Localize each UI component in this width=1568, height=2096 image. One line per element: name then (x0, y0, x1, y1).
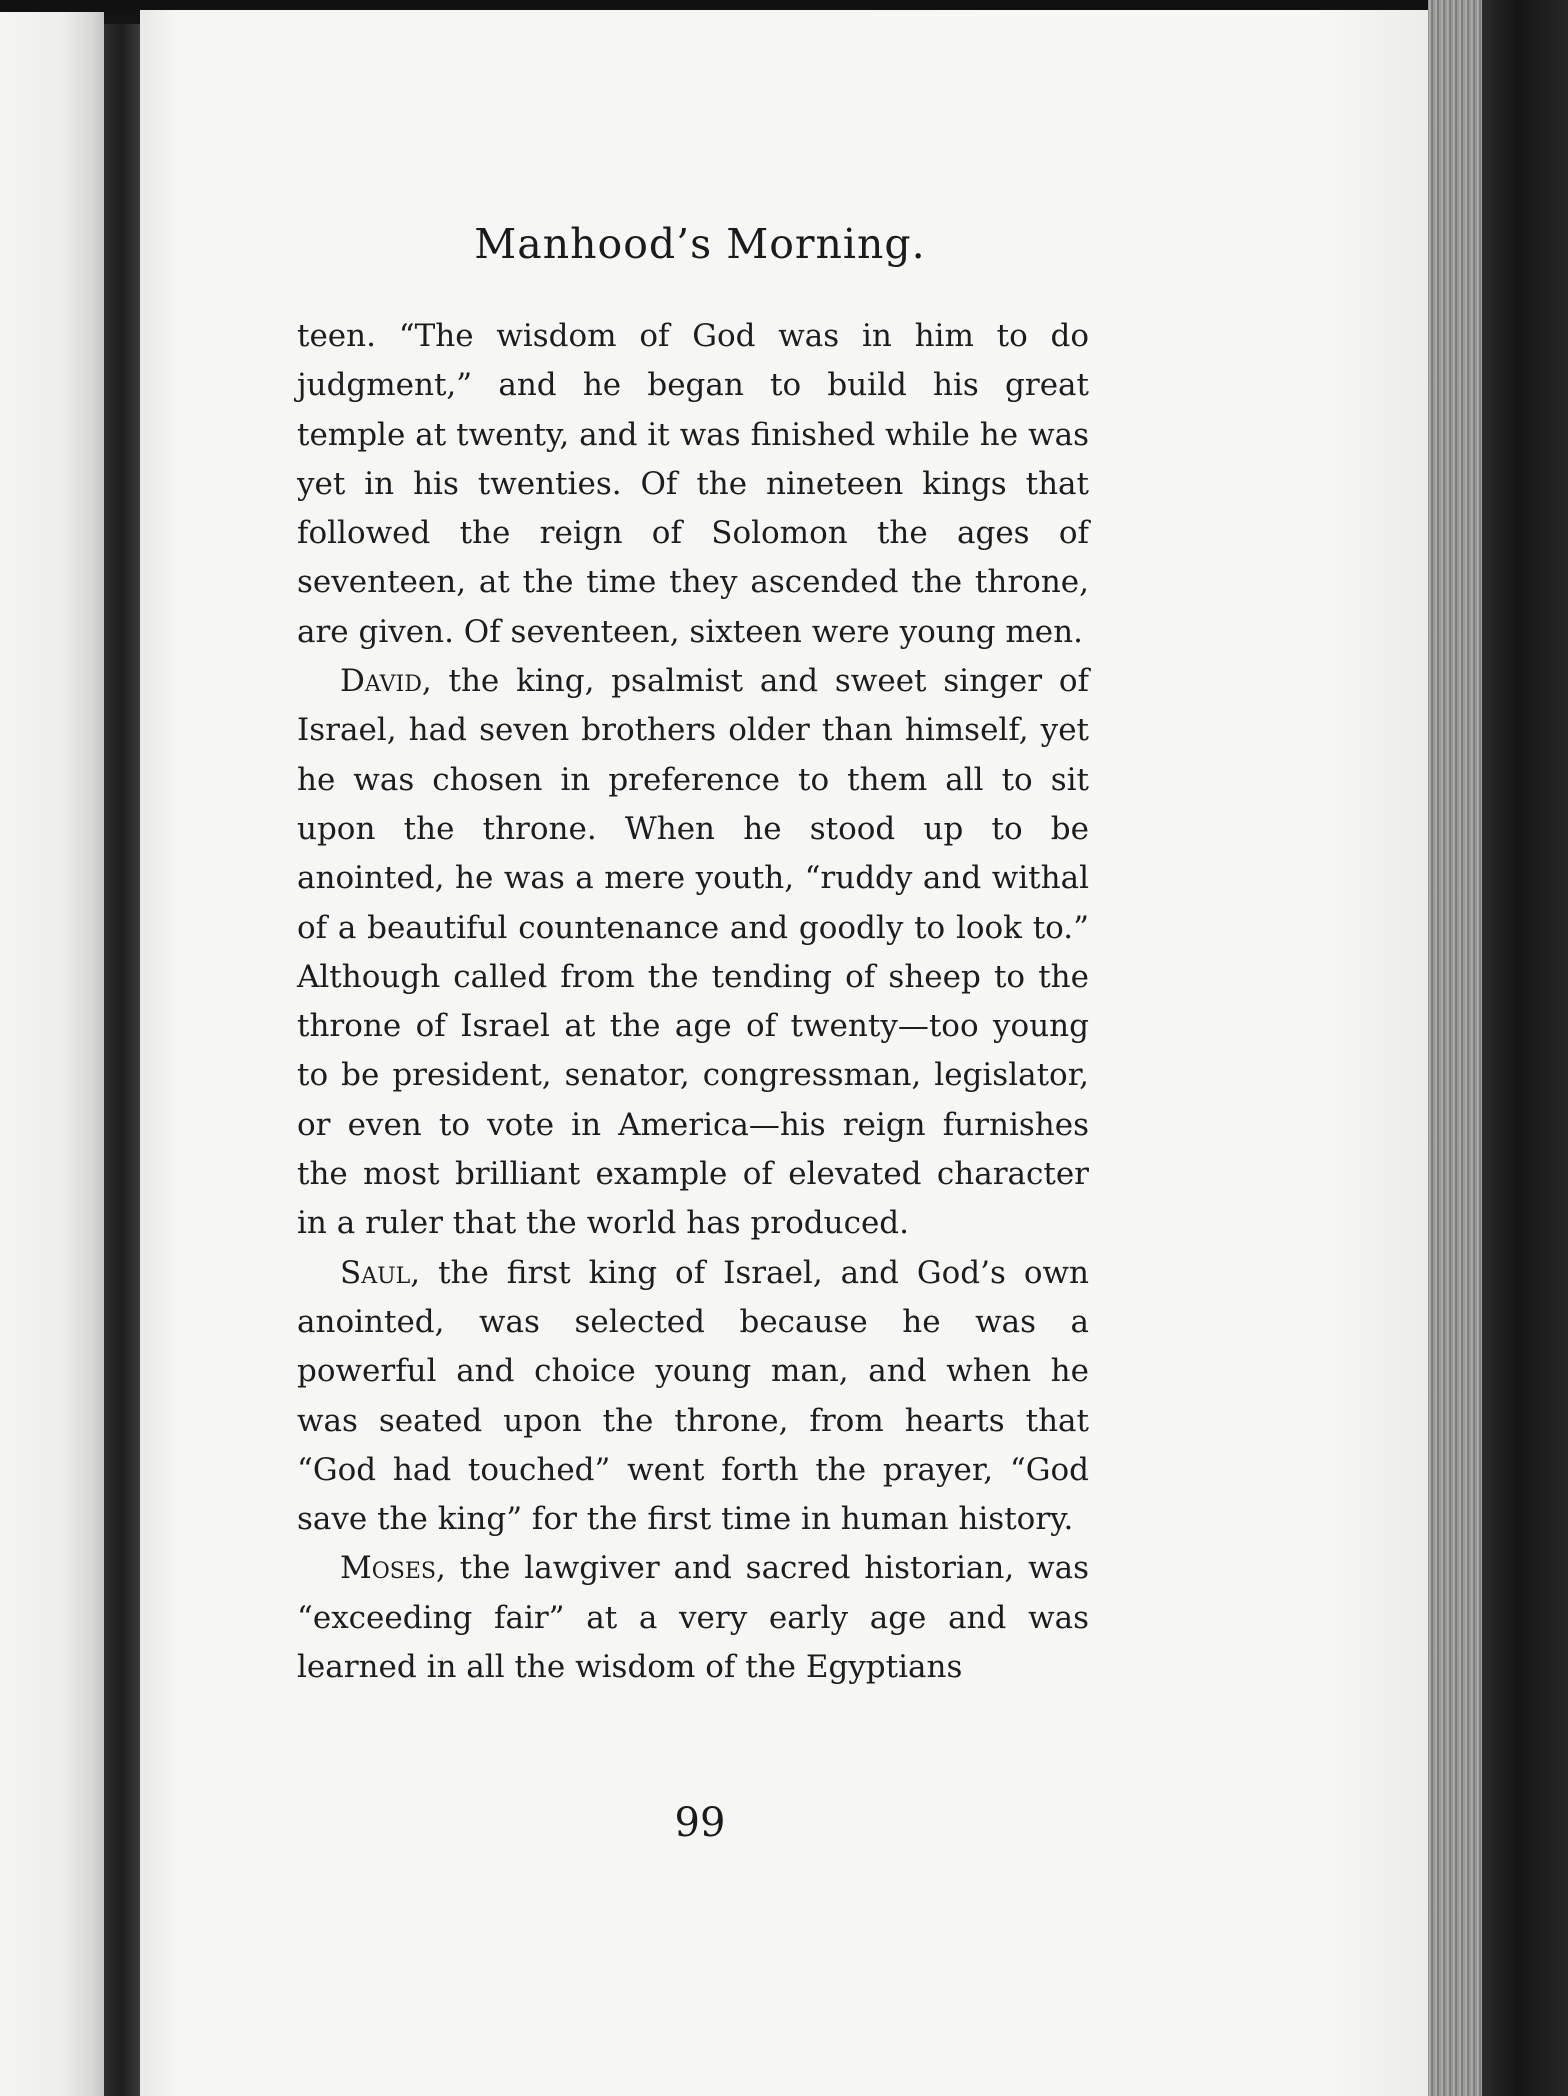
paragraph (297, 312, 1089, 657)
paragraph (297, 1249, 1089, 1545)
paragraph (297, 1544, 1089, 1692)
small-caps-name: David (340, 663, 422, 700)
small-caps-name: Saul (340, 1254, 411, 1291)
paragraph-text: , the first king of Israel, and God’s own anointed, was selected because he was a powerful and choice young man, and when he was seated upon the throne, from hearts that “God had touched” went forth the prayer, “God save the king” for the first time in human history. (297, 1254, 1089, 1538)
body-text (297, 312, 1089, 1692)
facing-page-edge (0, 12, 104, 2096)
paragraph-text: teen. “The wisdom of God was in him to do judgment,” and he began to build his great temple at twenty, and it was finished while he was yet in his twenties. Of the nineteen kings that followed the reign of Solomon the ages of seventeen, at the time they ascended the throne, are given. Of seventeen, sixteen were young men. (297, 318, 1089, 650)
page-number: 99 (674, 1800, 726, 1846)
paragraph-text: , the king, psalmist and sweet singer of Israel, had seven brothers older than himself, yet he was chosen in preference to them all to sit upon the throne. When he stood up to be anointed, he was a mere youth, “ruddy and withal of a beautiful countenance and goodly to look to.” Although called from the tending of sheep to the throne of Israel at the age of twenty—too young to be president, senator, congressman, legislator, or even to vote in America—his reign furnishes the most brilliant example of elevated character in a ruler that the world has produced. (297, 663, 1089, 1242)
paragraph (297, 657, 1089, 1249)
book-cover-edge (1482, 0, 1568, 2096)
small-caps-name: Moses (340, 1550, 436, 1587)
page-block-edge (1428, 0, 1482, 2096)
running-head: Manhood’s Morning. (474, 220, 926, 268)
book-gutter (104, 24, 140, 2096)
paragraph-text: , the lawgiver and sacred historian, was “exceeding fair” at a very early age and was learned in all the wisdom of the Egyptians (297, 1550, 1089, 1686)
